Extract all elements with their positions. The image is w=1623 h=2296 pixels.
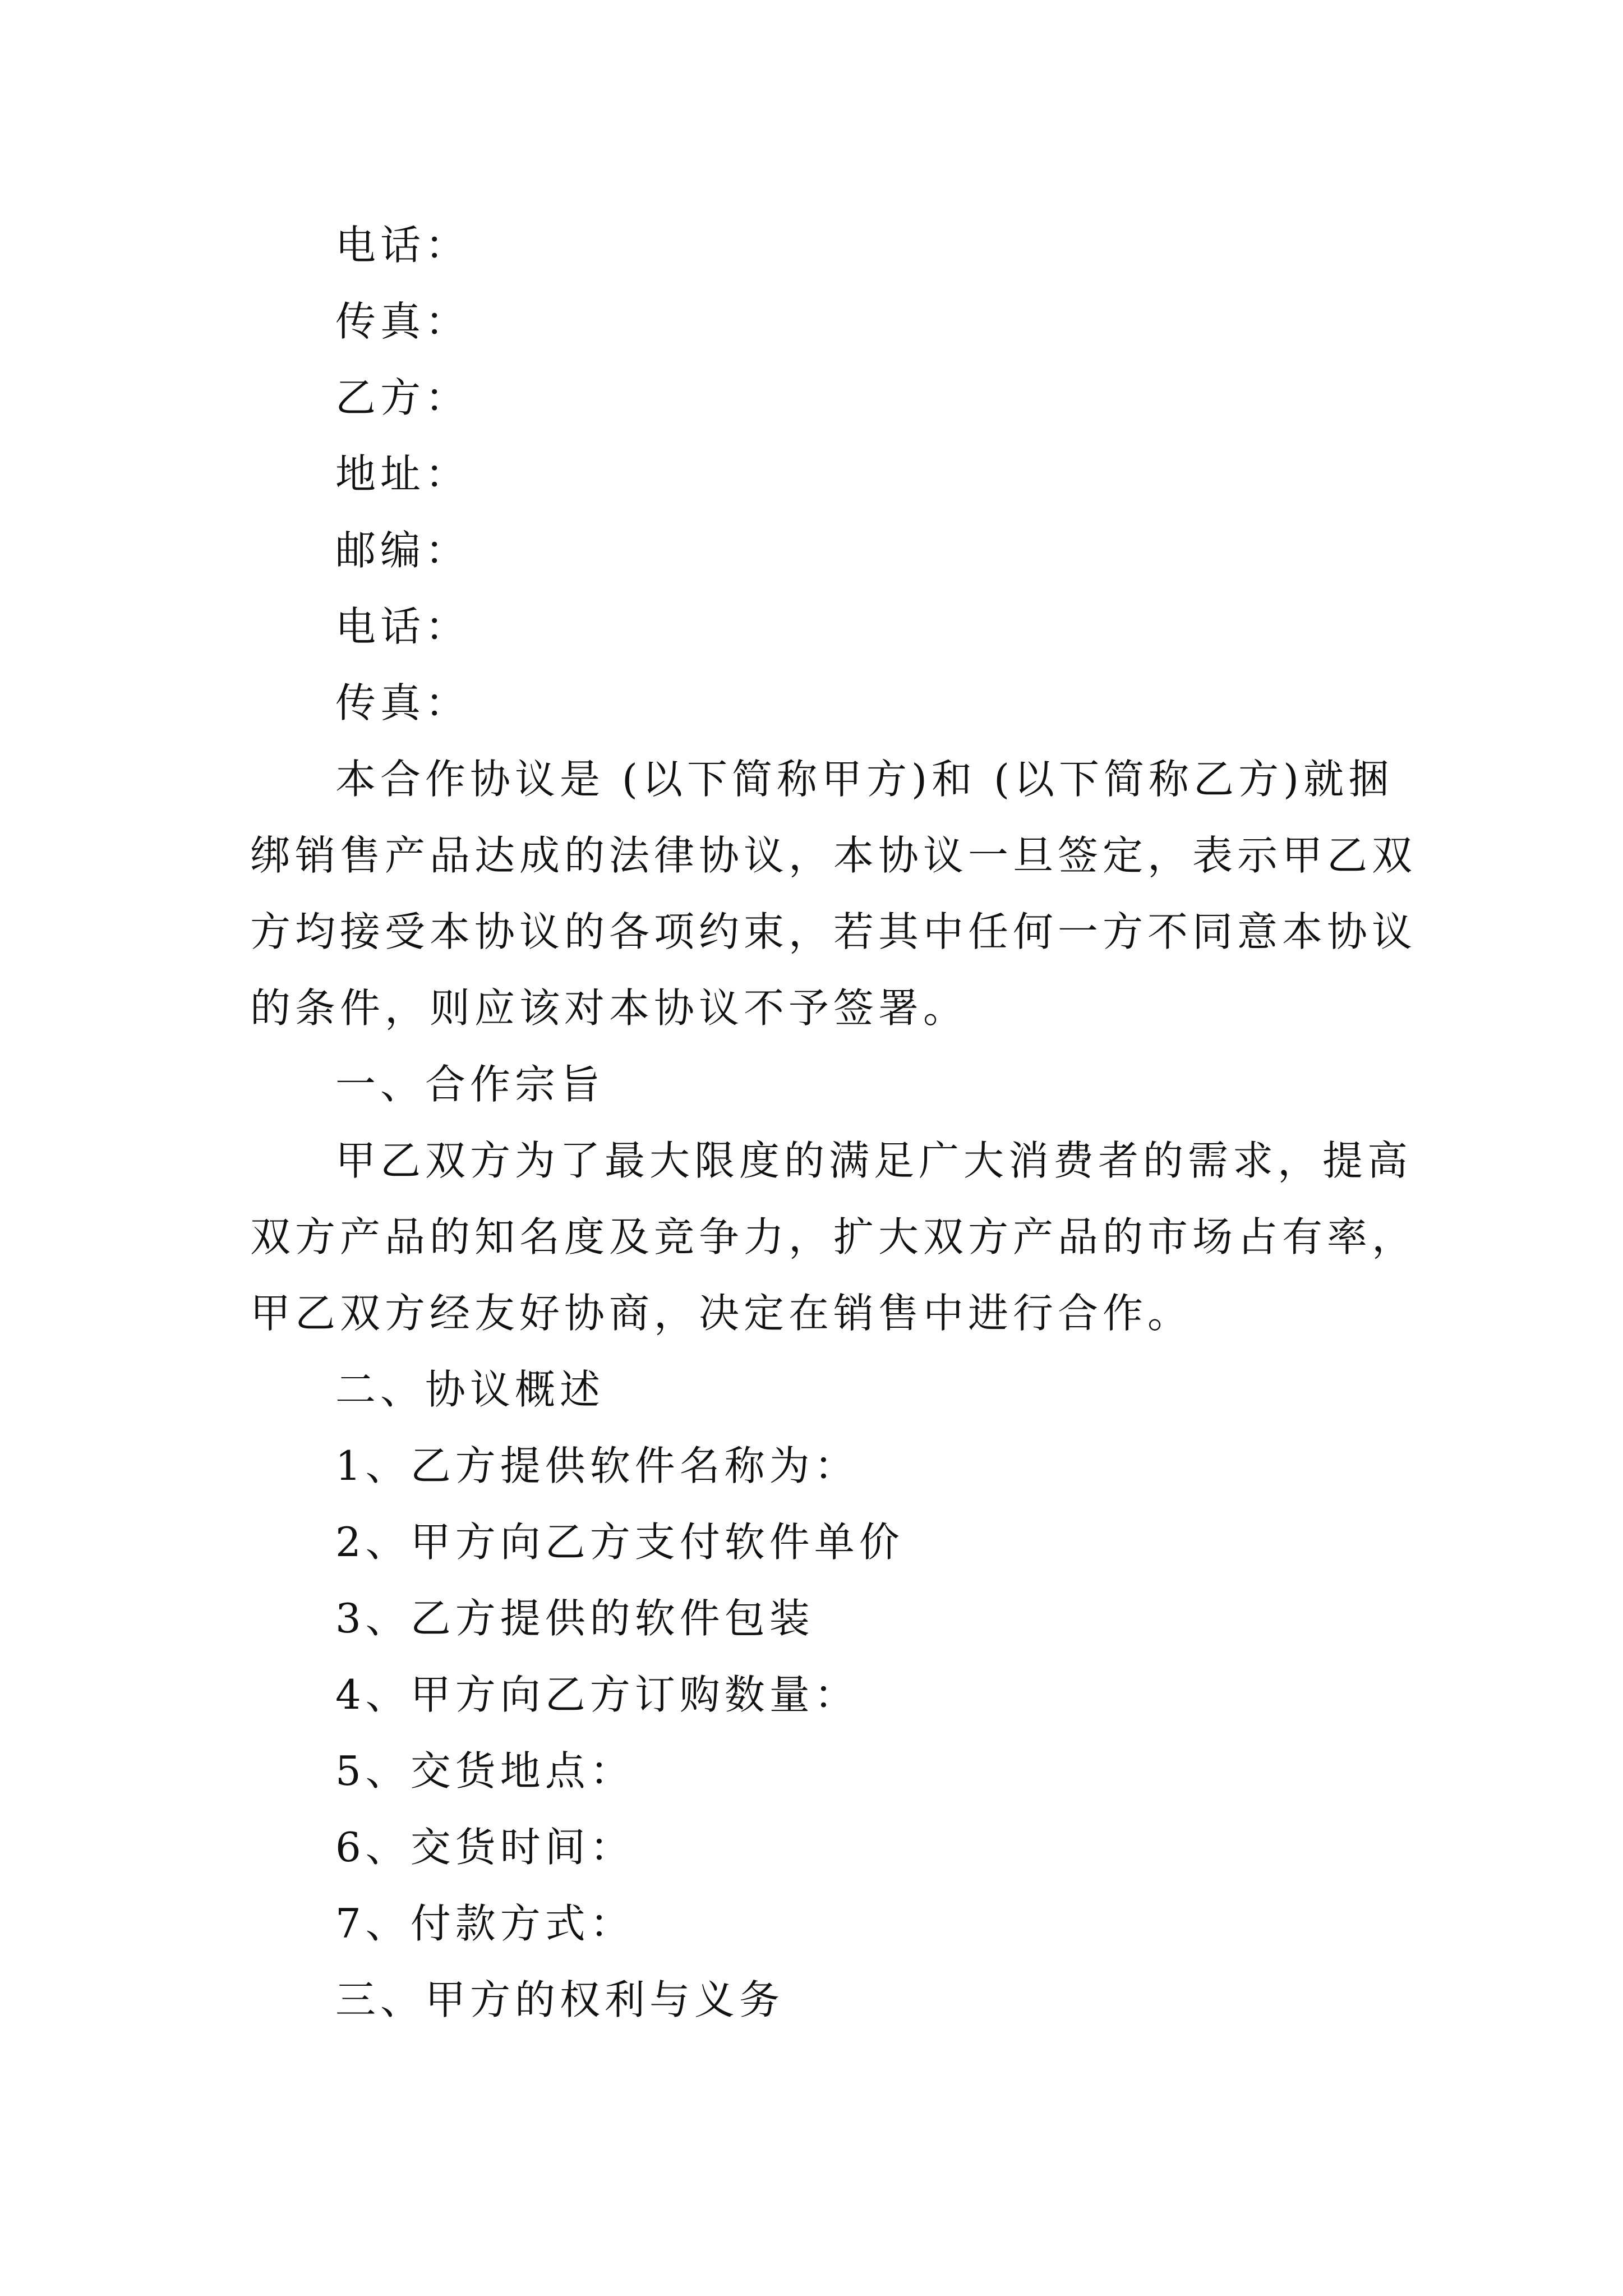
intro-line: 方均接受本协议的各项约束，若其中任何一方不同意本协议 [250, 908, 1417, 955]
section-2-item: 2、甲方向乙方支付软件单价 [335, 1519, 904, 1566]
section-1-heading: 一、合作宗旨 [335, 1061, 605, 1108]
party-b-title: 乙方： [335, 374, 471, 421]
intro-line: 绑销售产品达成的法律协议，本协议一旦签定，表示甲乙双 [250, 832, 1417, 879]
intro-line: 的条件，则应该对本协议不予签署。 [250, 984, 969, 1032]
party-b-phone-label: 电话： [335, 603, 471, 650]
section-1-line: 甲乙双方为了最大限度的满足广大消费者的需求，提高 [335, 1137, 1413, 1184]
section-2-item: 7、付款方式： [335, 1900, 635, 1947]
section-2-item: 6、交货时间： [335, 1824, 635, 1871]
party-b-postcode-label: 邮编： [335, 527, 471, 574]
party-b-fax-label: 传真： [335, 679, 471, 726]
section-3-heading: 三、甲方的权利与义务 [335, 1976, 785, 2023]
party-a-fax-label: 传真： [335, 298, 471, 345]
section-2-item: 5、交货地点： [335, 1747, 635, 1795]
section-1-line: 甲乙双方经友好协商，决定在销售中进行合作。 [250, 1290, 1193, 1337]
party-a-phone-label: 电话： [335, 222, 471, 269]
section-2-heading: 二、协议概述 [335, 1366, 605, 1413]
intro-line: 本合作协议是 (以下简称甲方)和 (以下简称乙方)就捆 [335, 756, 1394, 803]
section-2-item: 1、乙方提供软件名称为： [335, 1442, 859, 1489]
section-2-item: 4、甲方向乙方订购数量： [335, 1671, 859, 1718]
section-1-line: 双方产品的知名度及竞争力，扩大双方产品的市场占有率， [250, 1213, 1417, 1260]
section-2-item: 3、乙方提供的软件包装 [335, 1595, 814, 1642]
party-b-address-label: 地址： [335, 450, 471, 498]
